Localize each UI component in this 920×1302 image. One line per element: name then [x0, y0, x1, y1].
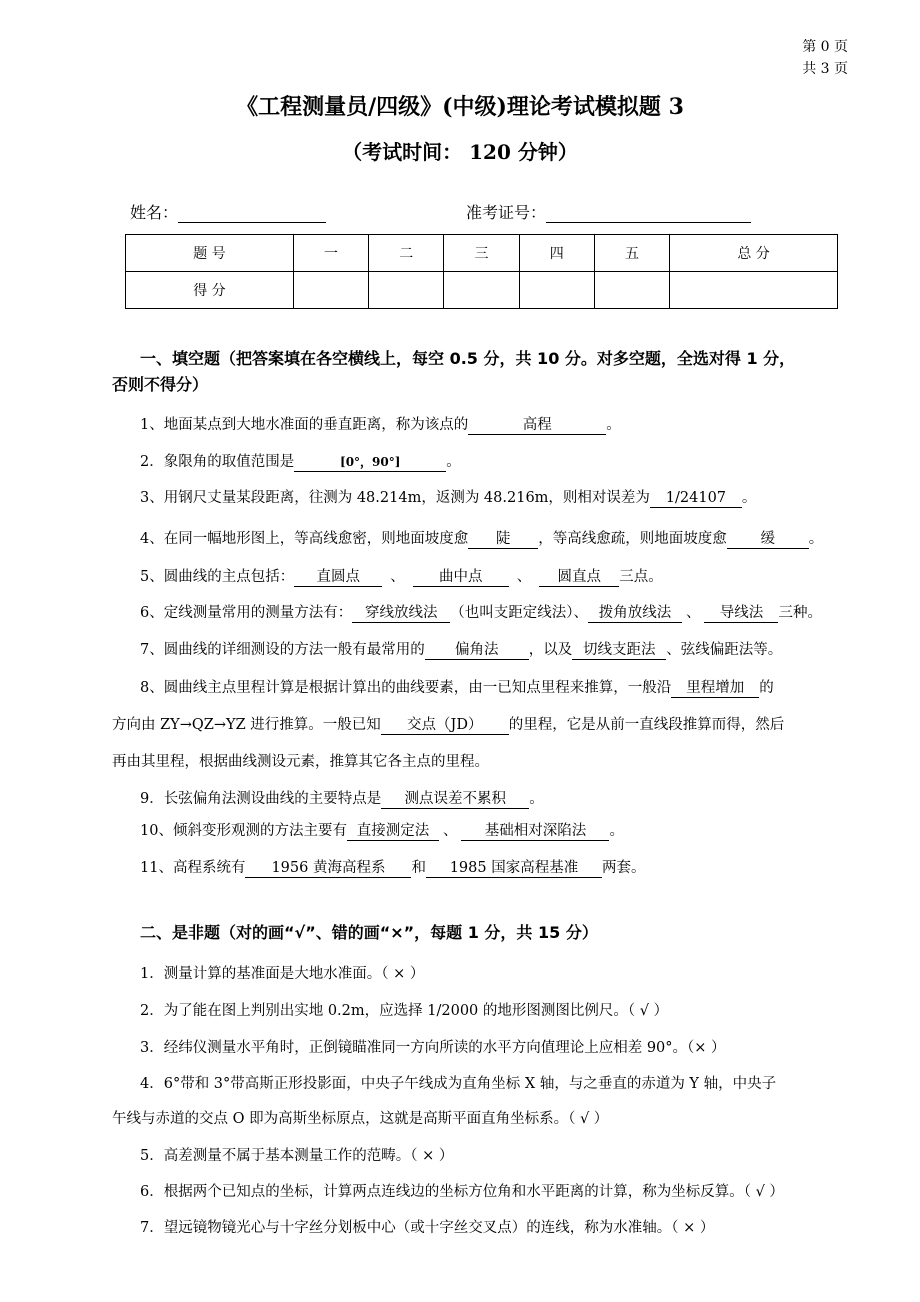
q1-1	[140, 414, 621, 436]
score-header-cell: 一	[293, 235, 368, 272]
q1-3	[140, 487, 756, 509]
answer-blank: 交点（JD）	[381, 716, 509, 735]
answer-blank: 里程增加	[671, 679, 759, 698]
q-text: 、	[442, 823, 458, 839]
q-text: ，以及	[528, 642, 573, 658]
q-text: 、弦线偏距法等。	[666, 642, 783, 658]
score-header-row	[126, 235, 838, 272]
exam-title: 《工程测量员/四级》(中级)理论考试模拟题 3	[236, 94, 684, 120]
q1-8-line2	[112, 714, 784, 736]
answer-blank: 曲中点	[413, 568, 509, 587]
answer-blank: 切线支距法	[572, 641, 666, 660]
q2-4-line2: 午线与赤道的交点 O 即为高斯坐标原点，这就是高斯平面直角坐标系。（ √ ）	[112, 1111, 609, 1127]
q-text: 、	[685, 605, 701, 621]
score-cell[interactable]	[594, 272, 669, 309]
q1-11	[140, 857, 645, 879]
score-header-cell: 题 号	[126, 235, 294, 272]
q-text: （也叫支距定线法）、	[450, 605, 588, 621]
answer-blank: 圆直点	[539, 568, 619, 587]
q2-3: 3．经纬仪测量水平角时，正倒镜瞄准同一方向所读的水平方向值理论上应相差 90°。（× ）	[140, 1040, 726, 1056]
score-header-cell: 总 分	[670, 235, 838, 272]
q-text: 三种。	[778, 605, 822, 621]
score-cell[interactable]	[293, 272, 368, 309]
score-header-cell: 四	[519, 235, 594, 272]
q-text: 3、用钢尺丈量某段距离，往测为 48.214m，返测为 48.216m，则相对误差为	[140, 490, 650, 506]
name-field[interactable]	[130, 200, 326, 223]
answer-blank: 陡	[468, 530, 538, 549]
q2-5: 5．高差测量不属于基本测量工作的范畴。（ × ）	[140, 1148, 454, 1164]
id-blank[interactable]	[546, 204, 751, 223]
q1-8-line3: 再由其里程，根据曲线测设元素，推算其它各主点的里程。	[112, 754, 489, 770]
answer-blank: 基础相对深陷法	[461, 822, 609, 841]
q-text: 11、高程系统有	[140, 860, 246, 876]
score-header-cell: 五	[594, 235, 669, 272]
page-number	[802, 36, 848, 80]
score-header-cell: 二	[369, 235, 444, 272]
answer-blank: [0°，90°]	[294, 453, 446, 472]
q1-7	[140, 639, 782, 661]
q1-9	[140, 788, 544, 810]
id-label: 准考证号：	[466, 203, 547, 222]
q-text: 8、圆曲线主点里程计算是根据计算出的曲线要素，由一已知点里程来推算，一般沿	[140, 680, 672, 696]
q2-2: 2．为了能在图上判别出实地 0.2m，应选择 1/2000 的地形图测图比例尺。（ √ ）	[140, 1003, 669, 1019]
section2-heading: 二、是非题（对的画“√”、错的画“×”，每题 1 分，共 15 分）	[140, 923, 598, 942]
q-text: 6、定线测量常用的测量方法有：	[140, 605, 353, 621]
q-text: 的	[759, 680, 774, 696]
q-text: 两套。	[601, 860, 646, 876]
page-total: 共 3 页	[802, 61, 848, 77]
q2-6: 6．根据两个已知点的坐标，计算两点连线边的坐标方位角和水平距离的计算，称为坐标反算。（ √ ）	[140, 1184, 784, 1200]
exam-duration: （考试时间： 120 分钟）	[342, 140, 578, 164]
q-text: 、	[516, 569, 532, 585]
score-cell[interactable]	[369, 272, 444, 309]
q-text: 方向由 ZY→QZ→YZ 进行推算。一般已知	[112, 717, 381, 733]
page-current: 第 0 页	[802, 39, 848, 55]
answer-blank: 高程	[468, 416, 606, 435]
q-text: 10、倾斜变形观测的方法主要有	[140, 823, 347, 839]
answer-blank: 1/24107	[650, 489, 742, 508]
q-text: 。	[529, 791, 544, 807]
q-text: 三点。	[619, 569, 663, 585]
answer-blank: 拨角放线法	[588, 604, 682, 623]
q-text: 7、圆曲线的详细测设的方法一般有最常用的	[140, 642, 425, 658]
q1-4	[140, 528, 823, 550]
answer-blank: 导线法	[704, 604, 778, 623]
q-text: 和	[411, 860, 426, 876]
answer-blank: 穿线放线法	[352, 604, 450, 623]
q-text: 1、地面某点到大地水准面的垂直距离，称为该点的	[140, 417, 469, 433]
score-cell[interactable]	[519, 272, 594, 309]
q-text: 、	[390, 569, 405, 585]
q-text: 。	[606, 417, 621, 433]
q-text: 5、圆曲线的主点包括：	[140, 569, 295, 585]
q-text: ，等高线愈疏，则地面坡度愈	[538, 531, 727, 547]
name-label: 姓名：	[130, 203, 179, 222]
section1-heading-line2: 否则不得分）	[112, 375, 209, 394]
score-table	[125, 234, 838, 309]
score-header-cell: 三	[444, 235, 519, 272]
q1-5	[140, 566, 663, 588]
q1-8	[140, 677, 774, 699]
q2-1: 1．测量计算的基准面是大地水准面。（ × ）	[140, 966, 425, 982]
answer-blank: 1985 国家高程基准	[426, 859, 602, 878]
q-text: 。	[741, 490, 757, 506]
answer-blank: 直接测定法	[347, 822, 439, 841]
score-value-row	[126, 272, 838, 309]
name-blank[interactable]	[178, 204, 326, 223]
q2-7: 7．望远镜物镜光心与十字丝分划板中心（或十字丝交叉点）的连线，称为水准轴。（ × ）	[140, 1220, 715, 1236]
q1-6	[140, 602, 822, 624]
answer-blank: 测点误差不累积	[381, 790, 529, 809]
q-text: 。	[808, 531, 824, 547]
q-text: 。	[446, 454, 461, 470]
id-field[interactable]	[466, 200, 751, 223]
q-text: 4、在同一幅地形图上，等高线愈密，则地面坡度愈	[140, 531, 469, 547]
section1-heading	[112, 346, 872, 398]
answer-blank: 缓	[727, 530, 809, 549]
q1-2	[140, 451, 461, 473]
q-text: 的里程，它是从前一直线段推算而得，然后	[508, 717, 785, 733]
score-row-label: 得 分	[126, 272, 294, 309]
q2-4: 4．6°带和 3°带高斯正形投影面，中央子午线成为直角坐标 X 轴，与之垂直的赤道为 Y 轴，中央子	[140, 1076, 777, 1092]
q-text: 。	[609, 823, 624, 839]
q1-10	[140, 820, 624, 842]
score-cell[interactable]	[444, 272, 519, 309]
score-cell[interactable]	[670, 272, 838, 309]
answer-blank: 偏角法	[425, 641, 529, 660]
answer-blank: 1956 黄海高程系	[245, 859, 411, 878]
q-text: 9．长弦偏角法测设曲线的主要特点是	[140, 791, 382, 807]
answer-blank: 直圆点	[294, 568, 382, 587]
q-text: 2．象限角的取值范围是	[140, 454, 295, 470]
section1-heading-line1: 一、填空题（把答案填在各空横线上，每空 0.5 分，共 10 分。对多空题，全选对得 1 分，	[140, 349, 796, 368]
